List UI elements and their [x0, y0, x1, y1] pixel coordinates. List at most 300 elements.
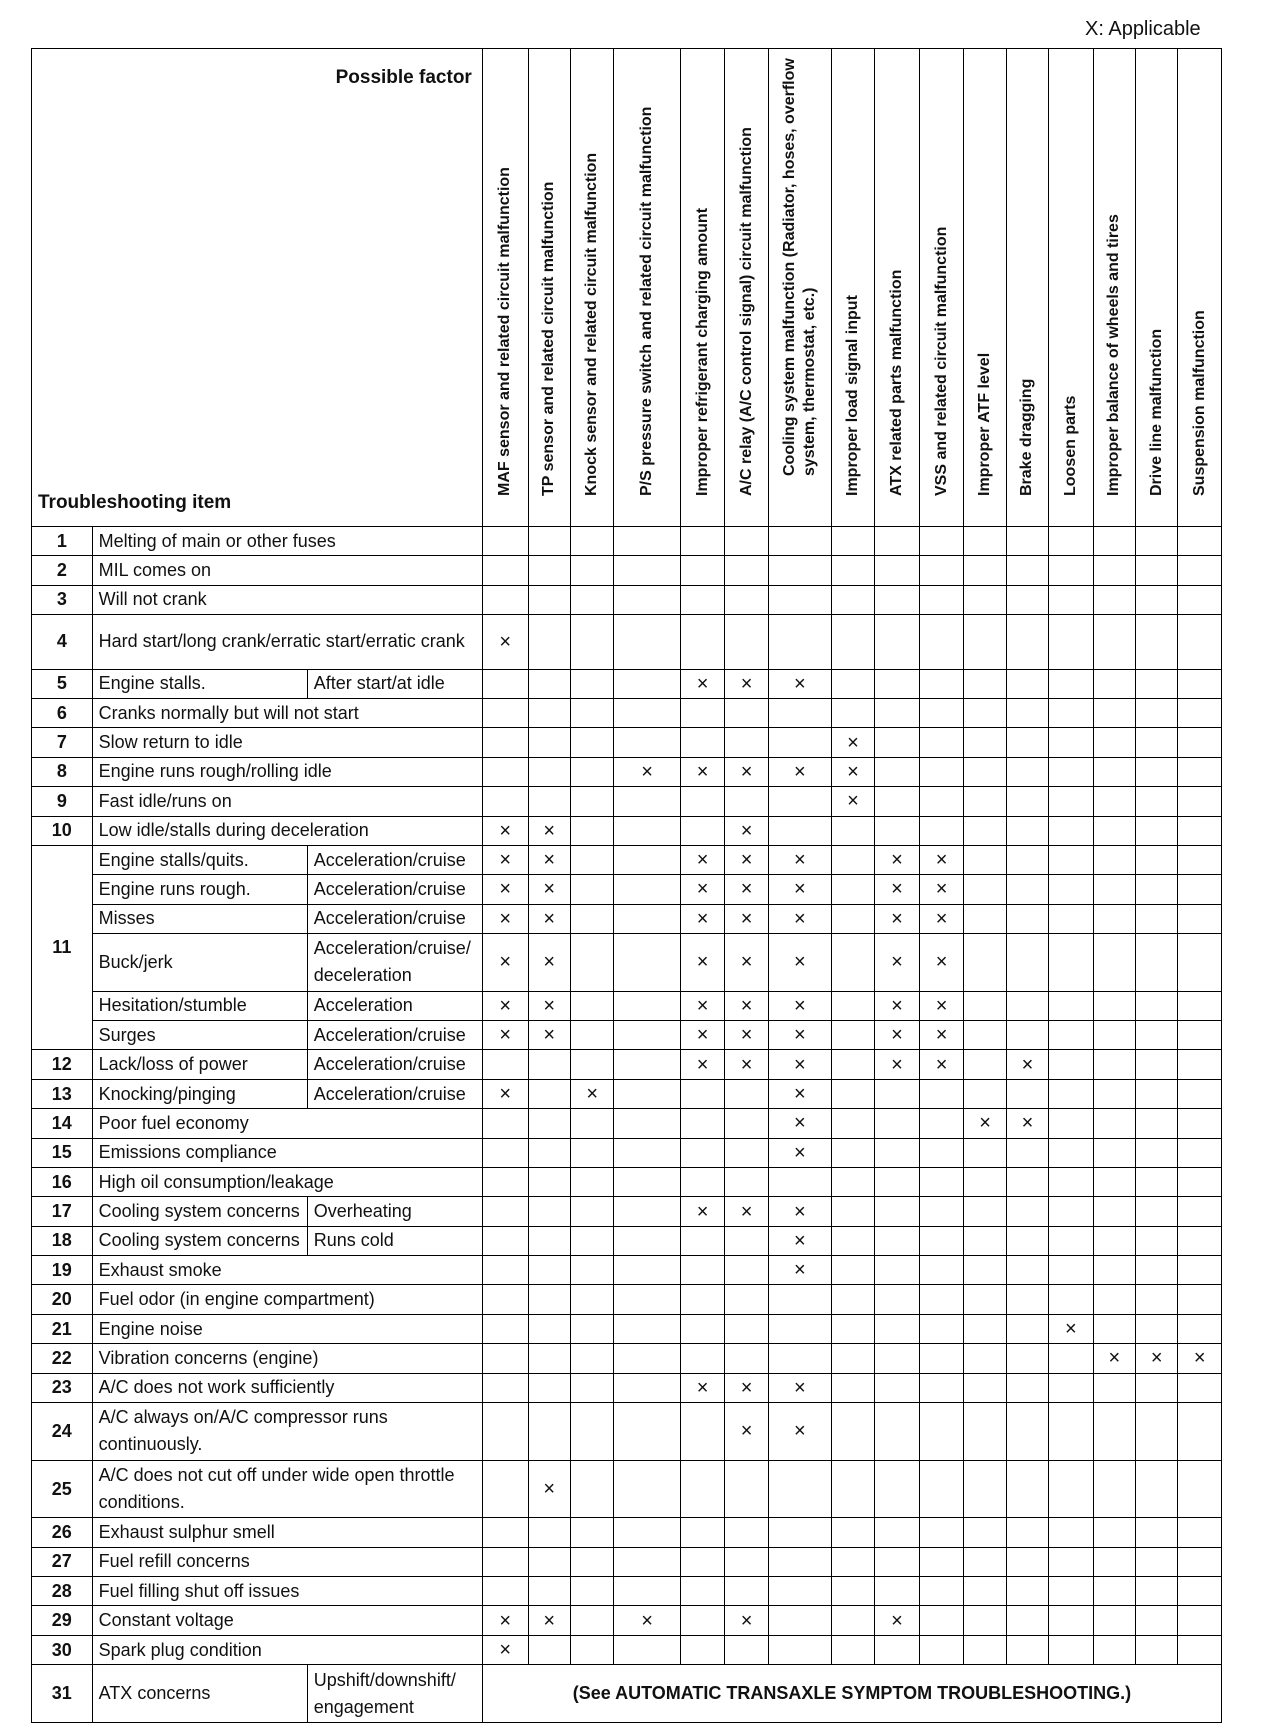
- empty-cell: [1049, 934, 1094, 992]
- item-number: 21: [32, 1314, 93, 1343]
- empty-cell: [1006, 527, 1048, 556]
- applicable-mark: ×: [614, 1606, 680, 1635]
- item-label: Fast idle/runs on: [92, 787, 482, 816]
- empty-cell: [725, 1167, 768, 1196]
- empty-cell: [875, 585, 920, 614]
- empty-cell: [1093, 1373, 1135, 1402]
- item-label: Cranks normally but will not start: [92, 699, 482, 728]
- condition-label: Acceleration/cruise: [307, 1079, 482, 1108]
- empty-cell: [875, 556, 920, 585]
- empty-cell: [1093, 556, 1135, 585]
- empty-cell: [768, 1635, 831, 1664]
- empty-cell: [919, 1138, 964, 1167]
- empty-cell: [614, 615, 680, 670]
- factor-header: [1049, 49, 1094, 527]
- applicable-mark: ×: [768, 757, 831, 786]
- applicable-mark: ×: [725, 1606, 768, 1635]
- empty-cell: [919, 1226, 964, 1255]
- empty-cell: [1093, 1606, 1135, 1635]
- empty-cell: [768, 699, 831, 728]
- empty-cell: [831, 699, 874, 728]
- item-label: Cooling system concerns: [92, 1197, 307, 1226]
- empty-cell: [570, 669, 613, 698]
- empty-cell: [1049, 1138, 1094, 1167]
- empty-cell: [725, 1079, 768, 1108]
- applicable-mark: ×: [725, 991, 768, 1020]
- empty-cell: [1093, 1547, 1135, 1576]
- item-number: 20: [32, 1285, 93, 1314]
- empty-cell: [1093, 728, 1135, 757]
- applicable-mark: ×: [482, 1606, 528, 1635]
- empty-cell: [768, 615, 831, 670]
- empty-cell: [725, 556, 768, 585]
- empty-cell: [725, 1518, 768, 1547]
- empty-cell: [919, 1344, 964, 1373]
- empty-cell: [1136, 669, 1178, 698]
- empty-cell: [875, 1460, 920, 1518]
- empty-cell: [1178, 1109, 1222, 1138]
- empty-cell: [1006, 1547, 1048, 1576]
- empty-cell: [831, 1547, 874, 1576]
- empty-cell: [528, 1167, 570, 1196]
- empty-cell: [1178, 1256, 1222, 1285]
- empty-cell: [875, 1226, 920, 1255]
- item-number: 1: [32, 527, 93, 556]
- factor-label: Improper refrigerant charging amount: [693, 207, 711, 496]
- table-row: [32, 1256, 1222, 1285]
- empty-cell: [680, 1606, 725, 1635]
- empty-cell: [1006, 1402, 1048, 1460]
- empty-cell: [1178, 845, 1222, 874]
- empty-cell: [1006, 699, 1048, 728]
- empty-cell: [725, 1285, 768, 1314]
- empty-cell: [831, 1518, 874, 1547]
- empty-cell: [1136, 1402, 1178, 1460]
- empty-cell: [1178, 875, 1222, 904]
- empty-cell: [614, 1167, 680, 1196]
- empty-cell: [1049, 585, 1094, 614]
- empty-cell: [614, 787, 680, 816]
- table-row: [32, 1314, 1222, 1343]
- empty-cell: [1006, 1606, 1048, 1635]
- empty-cell: [614, 728, 680, 757]
- empty-cell: [482, 1577, 528, 1606]
- applicable-mark: ×: [528, 1606, 570, 1635]
- empty-cell: [482, 1226, 528, 1255]
- empty-cell: [768, 585, 831, 614]
- empty-cell: [1049, 1167, 1094, 1196]
- applicable-mark: ×: [570, 1079, 613, 1108]
- empty-cell: [1178, 904, 1222, 933]
- empty-cell: [1049, 1373, 1094, 1402]
- empty-cell: [1049, 1285, 1094, 1314]
- empty-cell: [528, 1256, 570, 1285]
- item-label: High oil consumption/leakage: [92, 1167, 482, 1196]
- empty-cell: [528, 615, 570, 670]
- empty-cell: [570, 1167, 613, 1196]
- empty-cell: [919, 757, 964, 786]
- empty-cell: [570, 904, 613, 933]
- applicable-mark: ×: [725, 904, 768, 933]
- empty-cell: [1093, 1021, 1135, 1050]
- item-label: Slow return to idle: [92, 728, 482, 757]
- empty-cell: [875, 699, 920, 728]
- empty-cell: [614, 1314, 680, 1343]
- empty-cell: [528, 1050, 570, 1079]
- empty-cell: [1049, 845, 1094, 874]
- applicable-mark: ×: [875, 934, 920, 992]
- item-label: Engine runs rough/rolling idle: [92, 757, 482, 786]
- applicable-mark: ×: [768, 1138, 831, 1167]
- applicable-mark: ×: [875, 904, 920, 933]
- empty-cell: [1006, 1079, 1048, 1108]
- empty-cell: [1136, 845, 1178, 874]
- item-number: 5: [32, 669, 93, 698]
- applicable-mark: ×: [680, 934, 725, 992]
- empty-cell: [964, 1518, 1006, 1547]
- empty-cell: [875, 1167, 920, 1196]
- empty-cell: [1006, 1285, 1048, 1314]
- empty-cell: [919, 1518, 964, 1547]
- table-row: [32, 1547, 1222, 1576]
- empty-cell: [964, 1606, 1006, 1635]
- empty-cell: [1049, 1460, 1094, 1518]
- empty-cell: [1136, 1518, 1178, 1547]
- empty-cell: [1136, 1226, 1178, 1255]
- empty-cell: [1006, 845, 1048, 874]
- empty-cell: [570, 991, 613, 1020]
- empty-cell: [1049, 615, 1094, 670]
- empty-cell: [570, 728, 613, 757]
- item-label: Engine runs rough.: [92, 875, 307, 904]
- empty-cell: [680, 615, 725, 670]
- empty-cell: [831, 1138, 874, 1167]
- item-label: Fuel refill concerns: [92, 1547, 482, 1576]
- factor-header: [964, 49, 1006, 527]
- item-label: Will not crank: [92, 585, 482, 614]
- applicable-mark: ×: [964, 1109, 1006, 1138]
- empty-cell: [1049, 1577, 1094, 1606]
- empty-cell: [680, 1226, 725, 1255]
- empty-cell: [919, 816, 964, 845]
- item-label: Vibration concerns (engine): [92, 1344, 482, 1373]
- empty-cell: [725, 1314, 768, 1343]
- empty-cell: [570, 1606, 613, 1635]
- empty-cell: [831, 1344, 874, 1373]
- empty-cell: [1136, 991, 1178, 1020]
- table-row: [32, 1373, 1222, 1402]
- empty-cell: [919, 1285, 964, 1314]
- empty-cell: [528, 1226, 570, 1255]
- applicable-mark: ×: [725, 1197, 768, 1226]
- applicable-mark: ×: [482, 1021, 528, 1050]
- empty-cell: [680, 1635, 725, 1664]
- empty-cell: [570, 615, 613, 670]
- empty-cell: [1136, 1167, 1178, 1196]
- applicable-mark: ×: [680, 845, 725, 874]
- empty-cell: [570, 1138, 613, 1167]
- empty-cell: [1136, 527, 1178, 556]
- item-label: Engine stalls.: [92, 669, 307, 698]
- empty-cell: [482, 1518, 528, 1547]
- item-label: ATX concerns: [92, 1665, 307, 1723]
- empty-cell: [1049, 1344, 1094, 1373]
- empty-cell: [768, 1285, 831, 1314]
- empty-cell: [680, 1402, 725, 1460]
- empty-cell: [1049, 904, 1094, 933]
- applicable-mark: ×: [528, 934, 570, 992]
- empty-cell: [1093, 527, 1135, 556]
- factor-header: [1178, 49, 1222, 527]
- applicable-mark: ×: [768, 904, 831, 933]
- empty-cell: [614, 699, 680, 728]
- empty-cell: [1178, 1518, 1222, 1547]
- empty-cell: [1178, 1635, 1222, 1664]
- empty-cell: [875, 669, 920, 698]
- empty-cell: [570, 1518, 613, 1547]
- empty-cell: [614, 527, 680, 556]
- empty-cell: [1006, 556, 1048, 585]
- empty-cell: [964, 1460, 1006, 1518]
- applicable-mark: ×: [768, 1079, 831, 1108]
- empty-cell: [482, 728, 528, 757]
- factor-header: [875, 49, 920, 527]
- empty-cell: [964, 1256, 1006, 1285]
- applicable-mark: ×: [1093, 1344, 1135, 1373]
- empty-cell: [1136, 875, 1178, 904]
- item-label: Hard start/long crank/erratic start/erratic crank: [92, 615, 482, 670]
- factor-label: Improper ATF level: [976, 352, 994, 496]
- empty-cell: [570, 1344, 613, 1373]
- empty-cell: [964, 875, 1006, 904]
- empty-cell: [875, 757, 920, 786]
- empty-cell: [919, 1197, 964, 1226]
- empty-cell: [725, 1256, 768, 1285]
- empty-cell: [1093, 669, 1135, 698]
- empty-cell: [1006, 934, 1048, 992]
- empty-cell: [680, 1314, 725, 1343]
- empty-cell: [482, 556, 528, 585]
- empty-cell: [1178, 1197, 1222, 1226]
- empty-cell: [1049, 1021, 1094, 1050]
- empty-cell: [725, 585, 768, 614]
- item-number: 17: [32, 1197, 93, 1226]
- empty-cell: [964, 1635, 1006, 1664]
- empty-cell: [482, 1138, 528, 1167]
- factor-label: Drive line malfunction: [1147, 328, 1165, 496]
- empty-cell: [1049, 1402, 1094, 1460]
- applicable-mark: ×: [528, 1460, 570, 1518]
- empty-cell: [1136, 1138, 1178, 1167]
- empty-cell: [875, 1344, 920, 1373]
- applicable-mark: ×: [725, 669, 768, 698]
- factor-header: [1006, 49, 1048, 527]
- factor-header: [1093, 49, 1135, 527]
- item-label: Emissions compliance: [92, 1138, 482, 1167]
- empty-cell: [1093, 904, 1135, 933]
- item-label: Low idle/stalls during deceleration: [92, 816, 482, 845]
- item-number: 13: [32, 1079, 93, 1108]
- empty-cell: [1006, 1256, 1048, 1285]
- empty-cell: [1006, 1460, 1048, 1518]
- empty-cell: [528, 1109, 570, 1138]
- empty-cell: [1093, 757, 1135, 786]
- factor-label: Loosen parts: [1061, 395, 1079, 496]
- applicable-mark: ×: [725, 816, 768, 845]
- empty-cell: [614, 1285, 680, 1314]
- empty-cell: [725, 1109, 768, 1138]
- empty-cell: [1093, 615, 1135, 670]
- empty-cell: [919, 615, 964, 670]
- empty-cell: [680, 787, 725, 816]
- empty-cell: [831, 1050, 874, 1079]
- factor-header: [614, 49, 680, 527]
- empty-cell: [768, 556, 831, 585]
- empty-cell: [1093, 699, 1135, 728]
- empty-cell: [1006, 1021, 1048, 1050]
- empty-cell: [964, 1547, 1006, 1576]
- empty-cell: [1136, 1197, 1178, 1226]
- item-number: 8: [32, 757, 93, 786]
- empty-cell: [614, 845, 680, 874]
- empty-cell: [1049, 556, 1094, 585]
- empty-cell: [614, 1226, 680, 1255]
- table-row: [32, 1606, 1222, 1635]
- see-reference-note: (See AUTOMATIC TRANSAXLE SYMPTOM TROUBLESHOOTING.): [482, 1665, 1221, 1723]
- item-number: 23: [32, 1373, 93, 1402]
- empty-cell: [528, 728, 570, 757]
- applicable-mark: ×: [680, 757, 725, 786]
- item-number: 12: [32, 1050, 93, 1079]
- empty-cell: [919, 1167, 964, 1196]
- empty-cell: [570, 845, 613, 874]
- empty-cell: [831, 1577, 874, 1606]
- empty-cell: [875, 1402, 920, 1460]
- empty-cell: [614, 669, 680, 698]
- empty-cell: [875, 615, 920, 670]
- empty-cell: [482, 1109, 528, 1138]
- empty-cell: [831, 1109, 874, 1138]
- empty-cell: [768, 1344, 831, 1373]
- item-number: 28: [32, 1577, 93, 1606]
- table-row: [32, 787, 1222, 816]
- empty-cell: [570, 556, 613, 585]
- factor-label: TP sensor and related circuit malfunction: [540, 181, 558, 496]
- empty-cell: [1006, 1577, 1048, 1606]
- empty-cell: [614, 1256, 680, 1285]
- empty-cell: [1136, 699, 1178, 728]
- empty-cell: [964, 1577, 1006, 1606]
- item-number: 24: [32, 1402, 93, 1460]
- empty-cell: [919, 1547, 964, 1576]
- empty-cell: [614, 1518, 680, 1547]
- applicable-mark: ×: [680, 1021, 725, 1050]
- empty-cell: [1136, 757, 1178, 786]
- empty-cell: [482, 699, 528, 728]
- factor-label: Improper load signal input: [843, 295, 861, 496]
- applicable-mark: ×: [725, 845, 768, 874]
- applicable-mark: ×: [482, 1079, 528, 1108]
- item-number: 9: [32, 787, 93, 816]
- item-number: 18: [32, 1226, 93, 1255]
- factor-header: [831, 49, 874, 527]
- applicable-mark: ×: [482, 934, 528, 992]
- item-label: MIL comes on: [92, 556, 482, 585]
- empty-cell: [528, 556, 570, 585]
- empty-cell: [528, 1197, 570, 1226]
- empty-cell: [1006, 1226, 1048, 1255]
- empty-cell: [482, 585, 528, 614]
- factor-header: [725, 49, 768, 527]
- empty-cell: [1093, 585, 1135, 614]
- empty-cell: [964, 757, 1006, 786]
- empty-cell: [919, 1402, 964, 1460]
- empty-cell: [1093, 1577, 1135, 1606]
- applicable-mark: ×: [725, 757, 768, 786]
- empty-cell: [919, 1635, 964, 1664]
- empty-cell: [1136, 1050, 1178, 1079]
- empty-cell: [768, 1167, 831, 1196]
- empty-cell: [831, 615, 874, 670]
- empty-cell: [831, 845, 874, 874]
- empty-cell: [614, 1402, 680, 1460]
- factor-header: [570, 49, 613, 527]
- empty-cell: [1006, 1138, 1048, 1167]
- empty-cell: [680, 585, 725, 614]
- empty-cell: [1006, 875, 1048, 904]
- empty-cell: [725, 527, 768, 556]
- empty-cell: [831, 1021, 874, 1050]
- item-number: 7: [32, 728, 93, 757]
- empty-cell: [1178, 615, 1222, 670]
- applicable-mark: ×: [919, 845, 964, 874]
- factor-label: ATX related parts malfunction: [888, 269, 906, 496]
- empty-cell: [570, 1256, 613, 1285]
- empty-cell: [919, 1460, 964, 1518]
- header-row: [32, 49, 1222, 527]
- empty-cell: [570, 1109, 613, 1138]
- factor-label: Cooling system malfunction (Radiator, hoses, overflow system, thermostat, etc.): [780, 58, 818, 476]
- applicable-mark: ×: [482, 845, 528, 874]
- applicable-mark: ×: [768, 1373, 831, 1402]
- empty-cell: [1136, 1079, 1178, 1108]
- table-row: [32, 1079, 1222, 1108]
- empty-cell: [1136, 556, 1178, 585]
- empty-cell: [1178, 585, 1222, 614]
- applicable-mark: ×: [919, 934, 964, 992]
- applicable-mark: ×: [482, 904, 528, 933]
- empty-cell: [680, 556, 725, 585]
- item-label: Poor fuel economy: [92, 1109, 482, 1138]
- empty-cell: [725, 615, 768, 670]
- factor-label: Knock sensor and related circuit malfunction: [583, 152, 601, 496]
- empty-cell: [831, 1197, 874, 1226]
- empty-cell: [1006, 1518, 1048, 1547]
- applicable-mark: ×: [614, 757, 680, 786]
- empty-cell: [680, 1460, 725, 1518]
- empty-cell: [482, 787, 528, 816]
- condition-label: Acceleration/cruise: [307, 1050, 482, 1079]
- empty-cell: [570, 1460, 613, 1518]
- empty-cell: [964, 1402, 1006, 1460]
- applicable-mark: ×: [875, 1050, 920, 1079]
- empty-cell: [1049, 1256, 1094, 1285]
- table-row: [32, 757, 1222, 786]
- empty-cell: [725, 787, 768, 816]
- empty-cell: [614, 1138, 680, 1167]
- applicable-mark: ×: [768, 1050, 831, 1079]
- factor-label: MAF sensor and related circuit malfunction: [496, 167, 514, 496]
